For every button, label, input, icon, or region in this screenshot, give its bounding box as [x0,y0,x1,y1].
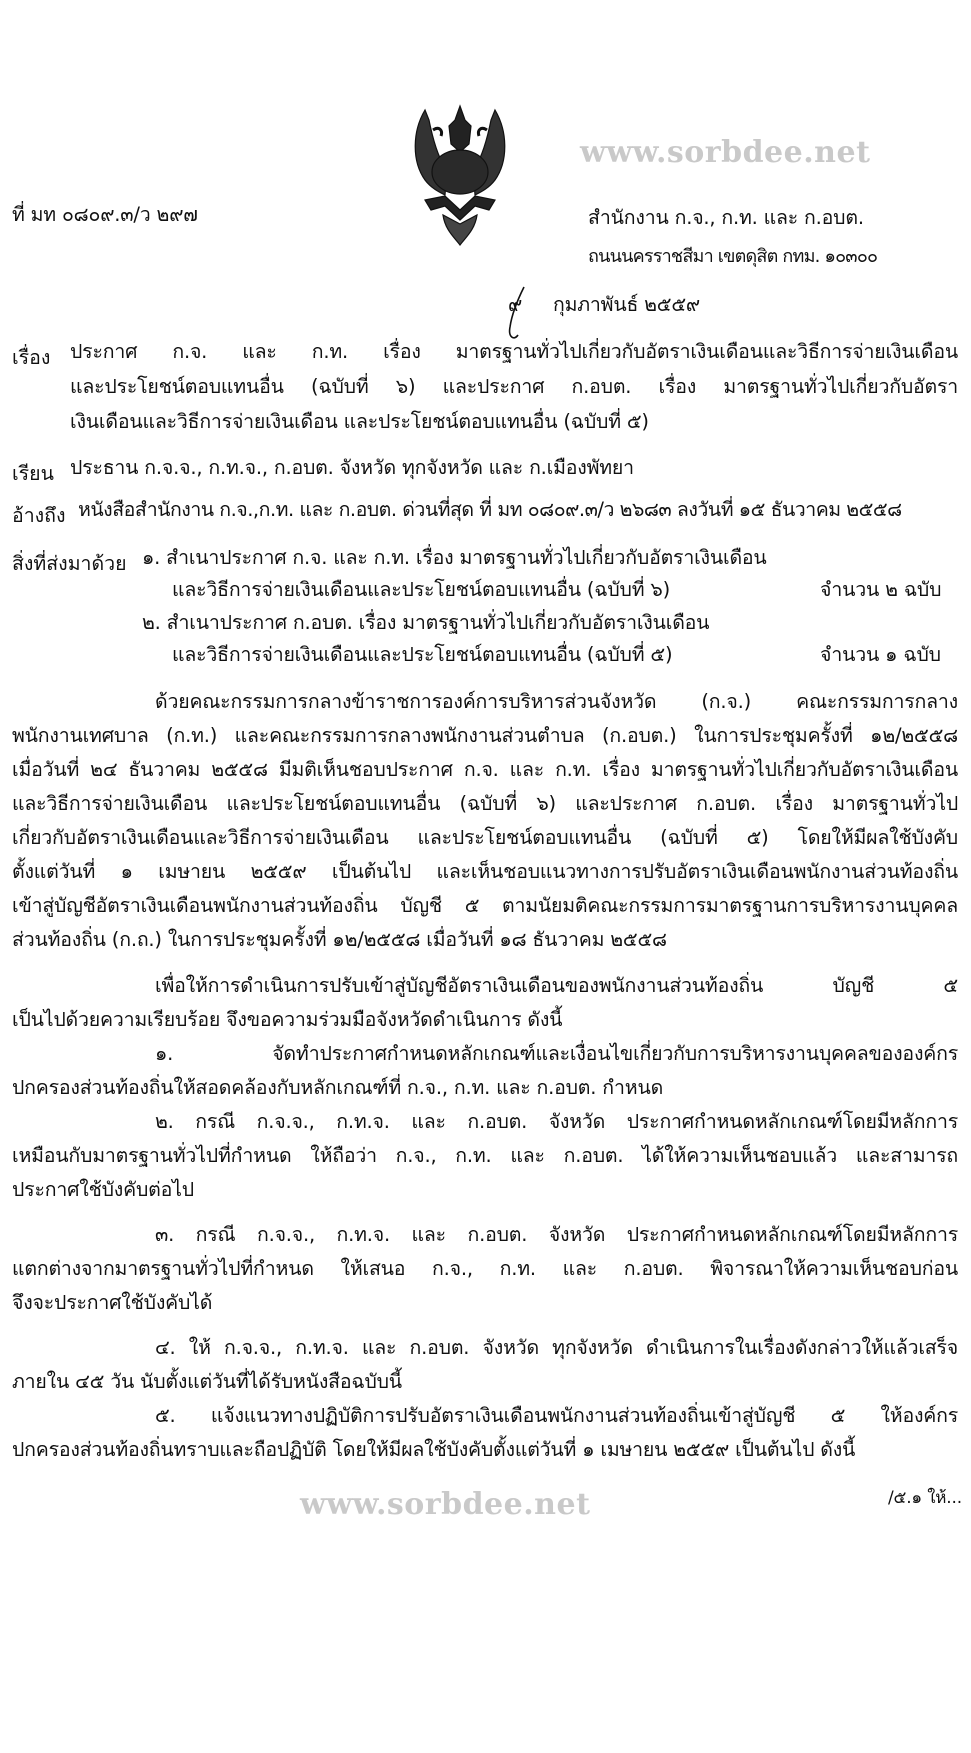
item-2-line-1: ๒. กรณี ก.จ.จ., ก.ท.จ. และ ก.อบต. จังหวัด ประกาศกำหนดหลักเกณฑ์โดยมีหลักการ [155,1110,958,1133]
paragraph-1-line-7: เข้าสู่บัญชีอัตราเงินเดือนพนักงานส่วนท้องถิ่น บัญชี ๕ ตามนัยมติคณะกรรมการมาตรฐานการบริหารงานบุคคล [12,894,958,917]
item-3-line-2: แตกต่างจากมาตรฐานทั่วไปที่กำหนด ให้เสนอ ก.จ., ก.ท. และ ก.อบต. พิจารณาให้ความเห็นชอบก่อน [12,1257,958,1280]
item-4-line-2: ภายใน ๔๕ วัน นับตั้งแต่วันที่ได้รับหนังสือฉบับนี้ [12,1370,402,1393]
enclosure-2-count: จำนวน ๑ ฉบับ [820,643,941,666]
watermark-top: www.sorbdee.net [580,135,871,170]
enclosure-1-line-1: ๑. สำเนาประกาศ ก.จ. และ ก.ท. เรื่อง มาตรฐานทั่วไปเกี่ยวกับอัตราเงินเดือน [142,546,767,569]
date-day: ๙ [508,293,523,316]
reference-text: หนังสือสำนักงาน ก.จ.,ก.ท. และ ก.อบต. ด่วนที่สุด ที่ มท ๐๘๐๙.๓/ว ๒๖๘๓ ลงวันที่ ๑๕ ธันวาคม ๒๕๕๘ [78,498,902,521]
enclosure-2-line-1: ๒. สำเนาประกาศ ก.อบต. เรื่อง มาตรฐานทั่วไปเกี่ยวกับอัตราเงินเดือน [142,611,710,634]
paragraph-1-line-8: ส่วนท้องถิ่น (ก.ถ.) ในการประชุมครั้งที่ ๑๒/๒๕๕๘ เมื่อวันที่ ๑๘ ธันวาคม ๒๕๕๘ [12,928,667,951]
paragraph-1-line-6: ตั้งแต่วันที่ ๑ เมษายน ๒๕๕๙ เป็นต้นไป และเห็นชอบแนวทางการปรับอัตราเงินเดือนพนักงานส่วนท้องถิ่น [12,860,958,883]
enclosure-1-count: จำนวน ๒ ฉบับ [820,578,942,601]
item-3-line-3: จึงจะประกาศใช้บังคับได้ [12,1291,213,1314]
enclosures-label: สิ่งที่ส่งมาด้วย [12,552,127,575]
reference-label: อ้างถึง [12,504,66,527]
paragraph-1-line-1: ด้วยคณะกรรมการกลางข้าราชการองค์การบริหารส่วนจังหวัด (ก.จ.) คณะกรรมการกลาง [155,690,958,713]
office-name: สำนักงาน ก.จ., ก.ท. และ ก.อบต. [588,206,864,229]
office-address: ถนนนครราชสีมา เขตดุสิต กทม. ๑๐๓๐๐ [588,246,878,267]
enclosure-2-line-2: และวิธีการจ่ายเงินเดือนและประโยชน์ตอบแทนอื่น (ฉบับที่ ๕) [172,643,673,666]
subject-line-3: เงินเดือนและวิธีการจ่ายเงินเดือน และประโยชน์ตอบแทนอื่น (ฉบับที่ ๕) [70,410,649,433]
recipient-label: เรียน [12,462,54,485]
subject-line-2: และประโยชน์ตอบแทนอื่น (ฉบับที่ ๖) และประกาศ ก.อบต. เรื่อง มาตรฐานทั่วไปเกี่ยวกับอัตรา [70,375,958,398]
paragraph-1-line-5: เกี่ยวกับอัตราเงินเดือนและวิธีการจ่ายเงินเดือน และประโยชน์ตอบแทนอื่น (ฉบับที่ ๕) โดยให้มีผลใช้บังคับ [12,826,958,849]
item-2-line-2: เหมือนกับมาตรฐานทั่วไปที่กำหนด ให้ถือว่า ก.จ., ก.ท. และ ก.อบต. ได้ให้ความเห็นชอบแล้ว และสามารถ [12,1144,958,1167]
page-continuation: /๕.๑ ให้... [888,1488,962,1508]
paragraph-2-line-2: เป็นไปด้วยความเรียบร้อย จึงขอความร่วมมือจังหวัดดำเนินการ ดังนี้ [12,1008,563,1031]
item-3-line-1: ๓. กรณี ก.จ.จ., ก.ท.จ. และ ก.อบต. จังหวัด ประกาศกำหนดหลักเกณฑ์โดยมีหลักการ [155,1223,958,1246]
paragraph-1-line-3: เมื่อวันที่ ๒๔ ธันวาคม ๒๕๕๘ มีมติเห็นชอบประกาศ ก.จ. และ ก.ท. เรื่อง มาตรฐานทั่วไปเกี่ยวกับอัตราเงินเดือน [12,758,958,781]
item-5-line-1: ๕. แจ้งแนวทางปฏิบัติการปรับอัตราเงินเดือนพนักงานส่วนท้องถิ่นเข้าสู่บัญชี ๕ ให้องค์กร [155,1404,958,1427]
reference-number: ที่ มท ๐๘๐๙.๓/ว ๒๙๗ [12,203,198,226]
watermark-bottom: www.sorbdee.net [300,1487,591,1522]
garuda-emblem-icon [405,100,515,250]
date-month-year: กุมภาพันธ์ ๒๕๕๙ [553,293,701,316]
item-5-line-2: ปกครองส่วนท้องถิ่นทราบและถือปฏิบัติ โดยให้มีผลใช้บังคับตั้งแต่วันที่ ๑ เมษายน ๒๕๕๙ เป็นต้นไป ดังนี้ [12,1438,856,1461]
subject-label: เรื่อง [12,346,51,369]
recipient-text: ประธาน ก.จ.จ., ก.ท.จ., ก.อบต. จังหวัด ทุกจังหวัด และ ก.เมืองพัทยา [70,456,634,479]
subject-line-1: ประกาศ ก.จ. และ ก.ท. เรื่อง มาตรฐานทั่วไปเกี่ยวกับอัตราเงินเดือนและวิธีการจ่ายเงินเดือน [70,340,958,363]
item-2-line-3: ประกาศใช้บังคับต่อไป [12,1178,194,1201]
item-1-line-1: ๑. จัดทำประกาศกำหนดหลักเกณฑ์และเงื่อนไขเกี่ยวกับการบริหารงานบุคคลขององค์กร [155,1042,958,1065]
item-4-line-1: ๔. ให้ ก.จ.จ., ก.ท.จ. และ ก.อบต. จังหวัด ทุกจังหวัด ดำเนินการในเรื่องดังกล่าวให้แล้วเสร็จ [155,1336,958,1359]
paragraph-2-line-1: เพื่อให้การดำเนินการปรับเข้าสู่บัญชีอัตราเงินเดือนของพนักงานส่วนท้องถิ่น บัญชี ๕ [155,974,958,997]
enclosure-1-line-2: และวิธีการจ่ายเงินเดือนและประโยชน์ตอบแทนอื่น (ฉบับที่ ๖) [172,578,670,601]
paragraph-1-line-4: และวิธีการจ่ายเงินเดือน และประโยชน์ตอบแทนอื่น (ฉบับที่ ๖) และประกาศ ก.อบต. เรื่อง มาตรฐานทั่วไป [12,792,958,815]
item-1-line-2: ปกครองส่วนท้องถิ่นให้สอดคล้องกับหลักเกณฑ์ที่ ก.จ., ก.ท. และ ก.อบต. กำหนด [12,1076,664,1099]
paragraph-1-line-2: พนักงานเทศบาล (ก.ท.) และคณะกรรมการกลางพนักงานส่วนตำบล (ก.อบต.) ในการประชุมครั้งที่ ๑๒/๒๕๕๘ [12,724,958,747]
